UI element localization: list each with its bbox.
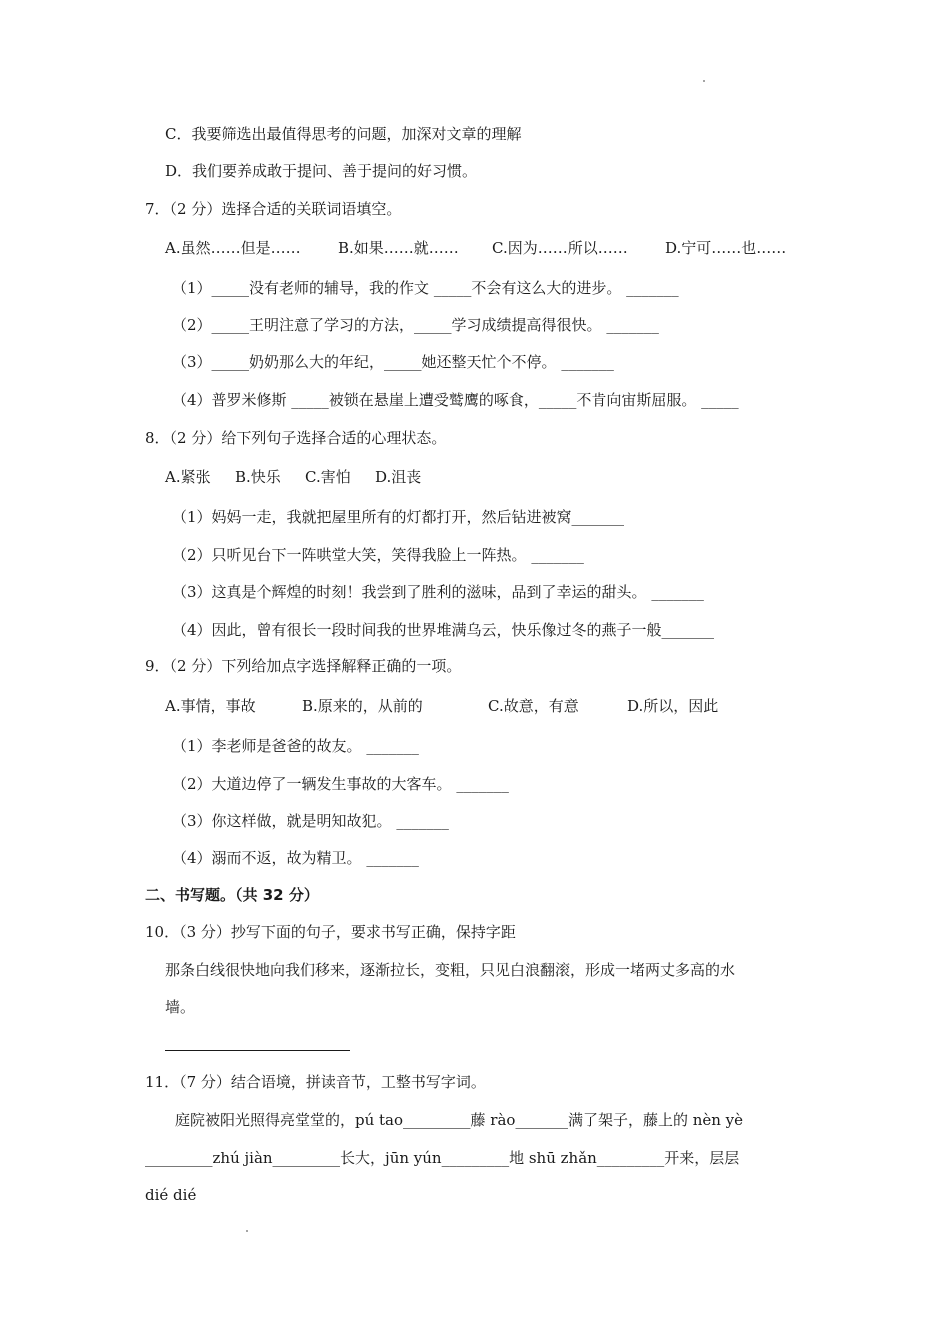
q9-stem: 9．（2 分）下列给加点字选择解释正确的一项。 (145, 657, 462, 675)
q8-item-2: （2）只听见台下一阵哄堂大笑，笑得我脸上一阵热。 _______ (172, 546, 584, 564)
q8-options (165, 467, 421, 487)
q8-option-a: A.紧张 (165, 468, 211, 486)
scan-dot-top (703, 80, 705, 82)
q8-item-1: （1）妈妈一走，我就把屋里所有的灯都打开，然后钻进被窝_______ (172, 508, 625, 526)
scan-dot-bottom (246, 1230, 248, 1232)
q9-item-2: （2）大道边停了一辆发生事故的大客车。 _______ (172, 775, 509, 793)
q11-stem: 11．（7 分）结合语境，拼读音节，工整书写字词。 (145, 1073, 486, 1091)
q8-option-b: B.快乐 (235, 468, 281, 486)
q6-option-c: C．我要筛选出最值得思考的问题，加深对文章的理解 (165, 125, 522, 143)
q7-option-b: B.如果……就…… (338, 239, 459, 257)
q9-options (165, 696, 718, 716)
q11-line-1: 庭院被阳光照得亮堂堂的，pú tao_________藤 rào_______满了架子，藤上的 nèn yè (175, 1111, 744, 1129)
q7-item-2: （2）_____王明注意了学习的方法，_____学习成绩提高得很快。 _______ (172, 316, 659, 334)
q9-option-c: C.故意，有意 (488, 697, 579, 715)
q7-option-a: A.虽然……但是…… (165, 239, 301, 257)
q11-line-3: dié dié (145, 1186, 197, 1204)
q10-answer-line (165, 1050, 350, 1051)
q10-text-line-1: 那条白线很快地向我们移来，逐渐拉长，变粗，只见白浪翻滚，形成一堵两丈多高的水 (165, 961, 736, 979)
q8-item-4: （4）因此，曾有很长一段时间我的世界堆满乌云，快乐像过冬的燕子一般_______ (172, 621, 715, 639)
q6-option-d: D．我们要养成敢于提问、善于提问的好习惯。 (165, 162, 478, 180)
q10-stem: 10．（3 分）抄写下面的句子，要求书写正确，保持字距 (145, 923, 516, 941)
q7-option-c: C.因为……所以…… (492, 239, 628, 257)
q7-item-3: （3）_____奶奶那么大的年纪，_____她还整天忙个不停。 _______ (172, 353, 614, 371)
q9-item-4: （4）溺而不返，故为精卫。 _______ (172, 849, 419, 867)
q7-item-1: （1）_____没有老师的辅导，我的作文 _____不会有这么大的进步。 _______ (172, 279, 679, 297)
q11-line-2: _________zhú jiàn_________长大，jūn yún_________地 shū zhǎn_________开来，层层 (145, 1149, 740, 1167)
q9-option-b: B.原来的，从前的 (302, 697, 423, 715)
q7-option-d: D.宁可……也…… (665, 239, 787, 257)
q9-option-a: A.事情，事故 (165, 697, 256, 715)
q7-options (165, 238, 786, 258)
q7-stem: 7．（2 分）选择合适的关联词语填空。 (145, 200, 402, 218)
q9-option-d: D.所以，因此 (627, 697, 719, 715)
q8-option-d: D.沮丧 (375, 468, 422, 486)
q8-item-3: （3）这真是个辉煌的时刻！我尝到了胜利的滋味，品到了幸运的甜头。 _______ (172, 583, 704, 601)
section-heading: 二、书写题。（共 32 分） (145, 886, 319, 904)
q10-text-line-2: 墙。 (165, 998, 196, 1016)
q7-item-4: （4）普罗米修斯 _____被锁在悬崖上遭受鹫鹰的啄食，_____不肯向宙斯屈服。 _____ (172, 391, 739, 409)
q9-item-1: （1）李老师是爸爸的故友。 _______ (172, 737, 419, 755)
q9-item-3: （3）你这样做，就是明知故犯。 _______ (172, 812, 449, 830)
q8-stem: 8．（2 分）给下列句子选择合适的心理状态。 (145, 429, 447, 447)
q8-option-c: C.害怕 (305, 468, 351, 486)
